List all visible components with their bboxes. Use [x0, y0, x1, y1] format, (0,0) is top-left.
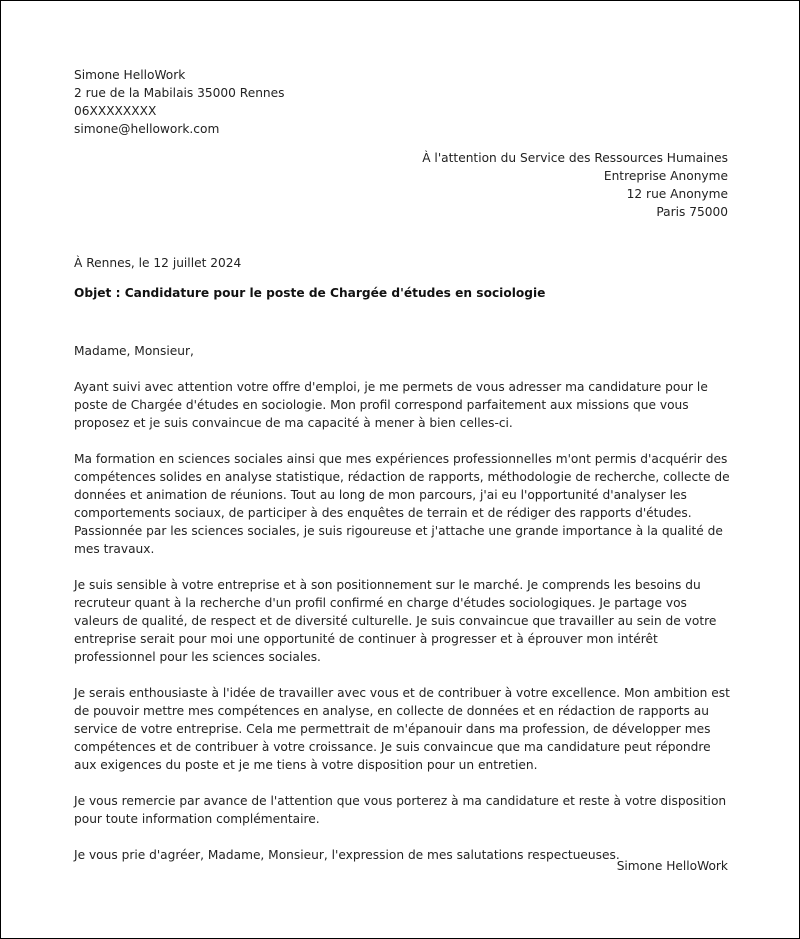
- sender-email: simone@hellowork.com: [74, 122, 220, 136]
- letter-date: À Rennes, le 12 juillet 2024: [74, 256, 242, 270]
- recipient-street: 12 rue Anonyme: [626, 187, 728, 201]
- body-paragraph: Je vous remercie par avance de l'attention que vous porterez à ma candidature et reste à votre disposition pour toute information complémentaire.: [74, 794, 727, 826]
- letter-body: [74, 342, 730, 882]
- body-paragraph: Ma formation en sciences sociales ainsi que mes expériences professionnelles m'ont permis d'acquérir des compétences solides en analyse statistique, rédaction de rapports, méthodologie de recherche, collecte de données et animation de réunions. Tout au long de mon parcours, j'ai eu l'opportunité d'analyser les comportements sociaux, de participer à des enquêtes de terrain et de rédiger des rapports d'études. Passionnée par les sciences sociales, je suis rigoureuse et j'attache une grande importance à la qualité de mes travaux.: [74, 452, 730, 556]
- sender-address: 2 rue de la Mabilais 35000 Rennes: [74, 86, 285, 100]
- salutation: Madame, Monsieur,: [74, 344, 194, 358]
- recipient-city: Paris 75000: [656, 205, 728, 219]
- recipient-company: Entreprise Anonyme: [603, 169, 728, 183]
- body-paragraph: Je serais enthousiaste à l'idée de travailler avec vous et de contribuer à votre excellence. Mon ambition est de pouvoir mettre mes compétences en analyse, en collecte de données et en rédaction de rapports au service de votre entreprise. Cela me permettrait de m'épanouir dans ma profession, de développer mes compétences et de contribuer à votre croissance. Je suis convaincue que ma candidature peut répondre aux exigences du poste et je me tiens à votre disposition pour un entretien.: [74, 686, 730, 772]
- letter-subject: Objet : Candidature pour le poste de Chargée d'études en sociologie: [74, 286, 546, 300]
- sender-name: Simone HelloWork: [74, 68, 186, 82]
- signature: Simone HelloWork: [616, 859, 728, 873]
- body-paragraph: Ayant suivi avec attention votre offre d'emploi, je me permets de vous adresser ma candidature pour le poste de Chargée d'études en sociologie. Mon profil correspond parfaitement aux missions que vous proposez et je suis convaincue de ma capacité à mener à bien celles-ci.: [74, 380, 708, 430]
- body-paragraph: Je suis sensible à votre entreprise et à son positionnement sur le marché. Je comprends les besoins du recruteur quant à la recherche d'un profil confirmé en charge d'études sociologiques. Je partage vos valeurs de qualité, de respect et de diversité culturelle. Je suis convaincue que travailler au sein de votre entreprise serait pour moi une opportunité de continuer à progresser et à éprouver mon intérêt professionnel pour les sciences sociales.: [74, 578, 717, 664]
- recipient-block: [422, 149, 728, 221]
- sender-phone: 06XXXXXXXX: [74, 104, 157, 118]
- closing-paragraph: Je vous prie d'agréer, Madame, Monsieur, l'expression de mes salutations respectueuses.: [74, 848, 620, 862]
- recipient-attention: À l'attention du Service des Ressources Humaines: [422, 151, 728, 165]
- sender-block: [74, 66, 285, 138]
